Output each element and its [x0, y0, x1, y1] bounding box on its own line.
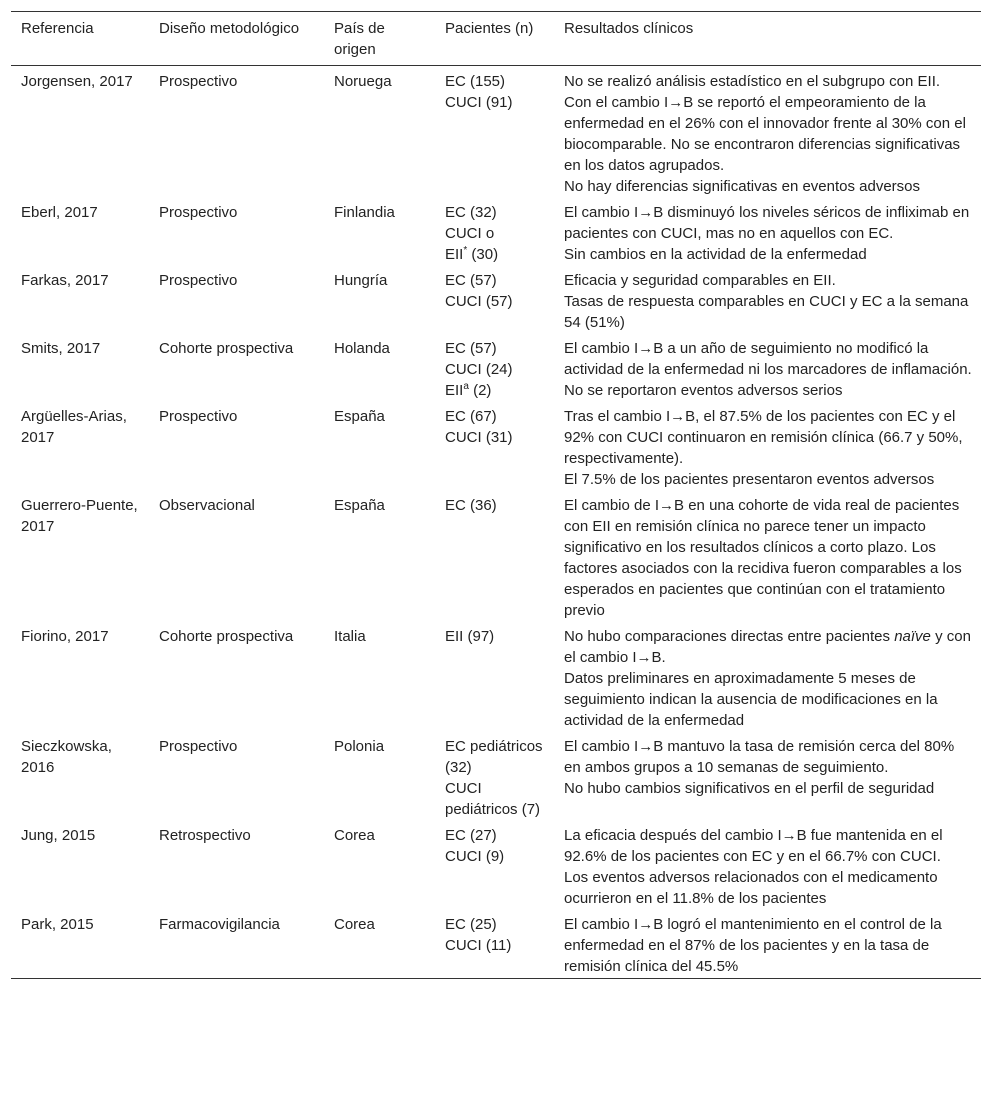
patient-group [445, 380, 546, 401]
cell-resultados [554, 732, 981, 821]
result-paragraph: El cambio I→B a un año de seguimiento no modificó la actividad de la enfermedad ni los marcadores de inflamación. [564, 340, 972, 378]
result-paragraph: El cambio I→B disminuyó los niveles séricos de infliximab en pacientes con CUCI, mas no en aquellos con EC. [564, 204, 970, 242]
table-row [11, 66, 981, 199]
header-diseno: Diseño metodológico [159, 20, 300, 37]
result-text: No hubo comparaciones directas entre pacientes [564, 628, 891, 645]
cell-referencia: Smits, 2017 [21, 340, 101, 357]
result-paragraph: La eficacia después del cambio I→B fue mantenida en el 92.6% de los pacientes con EC y en el 66.7% con CUCI. [564, 827, 943, 865]
header-resultados: Resultados clínicos [564, 20, 694, 37]
result-paragraph: Eficacia y seguridad comparables en EII. [564, 272, 836, 289]
table-row [11, 910, 981, 979]
cell-resultados [554, 622, 981, 732]
result-paragraph: No se reportaron eventos adversos serios [564, 382, 843, 399]
patient-group: EC (57) [445, 340, 497, 357]
cell-pacientes [435, 66, 554, 199]
patient-group: CUCI (91) [445, 94, 513, 111]
patient-count: (30) [471, 246, 499, 263]
result-paragraph: Con el cambio I→B se reportó el empeoramiento de la enfermedad en el 26% con el innovador frente al 30% con el biocomparable. No se encontraron diferencias significativas en los datos agrupados. [564, 94, 966, 174]
cell-pacientes [435, 402, 554, 491]
patient-group: CUCI (11) [445, 937, 512, 954]
cell-resultados [554, 198, 981, 266]
cell-referencia: Farkas, 2017 [21, 272, 109, 289]
cell-pais: Corea [334, 916, 375, 933]
patient-group: EC (25) [445, 916, 497, 933]
cell-diseno: Prospectivo [159, 73, 238, 90]
patient-group: CUCI (57) [445, 293, 513, 310]
cell-referencia: Guerrero-Puente, 2017 [21, 497, 138, 535]
footnote-marker: a [463, 381, 469, 392]
result-paragraph: El cambio I→B logró el mantenimiento en el control de la enfermedad en el 87% de los pacientes y en la tasa de remisión clínica del 45.5% [564, 916, 942, 975]
italic-term: naïve [894, 628, 931, 645]
cell-pacientes [435, 198, 554, 266]
cell-referencia: Jung, 2015 [21, 827, 96, 844]
cell-pacientes [435, 821, 554, 910]
result-paragraph: Los eventos adversos relacionados con el medicamento ocurrieron en el 11.8% de los pacientes [564, 869, 938, 907]
cell-resultados [554, 402, 981, 491]
patient-group: EC (27) [445, 827, 497, 844]
result-paragraph: No se realizó análisis estadístico en el subgrupo con EII. [564, 73, 941, 90]
cell-diseno: Observacional [159, 497, 255, 514]
table-row [11, 266, 981, 334]
result-paragraph: El cambio de I→B en una cohorte de vida real de pacientes con EII en remisión clínica no parece tener un impacto significativo en los resultados clínicos a corto plazo. Los factores asociados con la recidiva fueron comparables a los esperados en pacientes que continúan con el tratamiento previo [564, 497, 962, 619]
patient-group: EC (36) [445, 497, 497, 514]
patient-group: EC (67) [445, 408, 497, 425]
cell-diseno: Farmacovigilancia [159, 916, 280, 933]
result-paragraph: El 7.5% de los pacientes presentaron eventos adversos [564, 471, 935, 488]
patient-group: CUCI pediátricos (7) [445, 780, 541, 818]
cell-pacientes [435, 622, 554, 732]
patient-group: CUCI (9) [445, 848, 505, 865]
patient-count: (2) [473, 382, 492, 399]
patient-label: EII [445, 246, 464, 263]
cell-pais: Holanda [334, 340, 390, 357]
result-paragraph: Datos preliminares en aproximadamente 5 meses de seguimiento indican la ausencia de modificaciones en la actividad de la enfermedad [564, 670, 938, 729]
cell-pacientes [435, 266, 554, 334]
cell-pais: España [334, 408, 385, 425]
patient-group: EC (155) [445, 73, 506, 90]
patient-group: CUCI (24) [445, 361, 513, 378]
cell-pais: Noruega [334, 73, 392, 90]
cell-referencia: Sieczkowska, 2016 [21, 738, 112, 776]
cell-referencia: Fiorino, 2017 [21, 628, 109, 645]
cell-pais: Finlandia [334, 204, 395, 221]
cell-diseno: Prospectivo [159, 408, 238, 425]
cell-resultados [554, 821, 981, 910]
result-paragraph: El cambio I→B mantuvo la tasa de remisión cerca del 80% en ambos grupos a 10 semanas de seguimiento. [564, 738, 955, 776]
cell-resultados [554, 266, 981, 334]
patient-label: EII [445, 382, 464, 399]
patient-group: CUCI (31) [445, 429, 513, 446]
table-row [11, 198, 981, 266]
cell-pacientes [435, 334, 554, 402]
cell-diseno: Cohorte prospectiva [159, 340, 294, 357]
cell-diseno: Prospectivo [159, 204, 238, 221]
cell-referencia: Eberl, 2017 [21, 204, 98, 221]
cell-pais: Italia [334, 628, 366, 645]
cell-diseno: Prospectivo [159, 738, 238, 755]
cell-resultados [554, 910, 981, 979]
result-paragraph: Tras el cambio I→B, el 87.5% de los pacientes con EC y el 92% con CUCI continuaron en remisión clínica (66.7 y 50%, respectivamente). [564, 408, 963, 467]
result-paragraph: No hubo cambios significativos en el perfil de seguridad [564, 780, 935, 797]
cell-pais: Corea [334, 827, 375, 844]
cell-referencia: Jorgensen, 2017 [21, 73, 133, 90]
cell-resultados [554, 66, 981, 199]
cell-pais: Polonia [334, 738, 385, 755]
cell-pacientes [435, 732, 554, 821]
cell-pacientes [435, 491, 554, 622]
table-row [11, 622, 981, 732]
patient-group: EC pediátricos (32) [445, 738, 543, 776]
results-table [11, 11, 981, 979]
table-row [11, 402, 981, 491]
cell-diseno: Prospectivo [159, 272, 238, 289]
cell-referencia: Park, 2015 [21, 916, 94, 933]
patient-group: EC (57) [445, 272, 497, 289]
header-referencia: Referencia [21, 20, 94, 37]
cell-diseno: Retrospectivo [159, 827, 251, 844]
result-paragraph: Sin cambios en la actividad de la enfermedad [564, 246, 867, 263]
result-paragraph: Tasas de respuesta comparables en CUCI y EC a la semana 54 (51%) [564, 293, 969, 331]
patient-group: CUCI o [445, 225, 495, 242]
table-row [11, 491, 981, 622]
cell-resultados [554, 334, 981, 402]
footnote-marker: * [463, 245, 468, 256]
table-header-row [11, 12, 981, 66]
cell-referencia: Argüelles-Arias, 2017 [21, 408, 127, 446]
patient-group [445, 244, 546, 265]
result-text: y con el cambio I→B. [564, 628, 971, 666]
cell-resultados [554, 491, 981, 622]
table-row [11, 732, 981, 821]
cell-pais: España [334, 497, 385, 514]
result-paragraph: No hay diferencias significativas en eventos adversos [564, 178, 921, 195]
patient-group: EC (32) [445, 204, 497, 221]
patient-group: EII (97) [445, 628, 495, 645]
table-row [11, 334, 981, 402]
result-paragraph [564, 626, 973, 668]
cell-pais: Hungría [334, 272, 388, 289]
header-pacientes: Pacientes (n) [445, 20, 534, 37]
header-pais: País de origen [334, 20, 385, 58]
cell-pacientes [435, 910, 554, 979]
cell-diseno: Cohorte prospectiva [159, 628, 294, 645]
table-row [11, 821, 981, 910]
